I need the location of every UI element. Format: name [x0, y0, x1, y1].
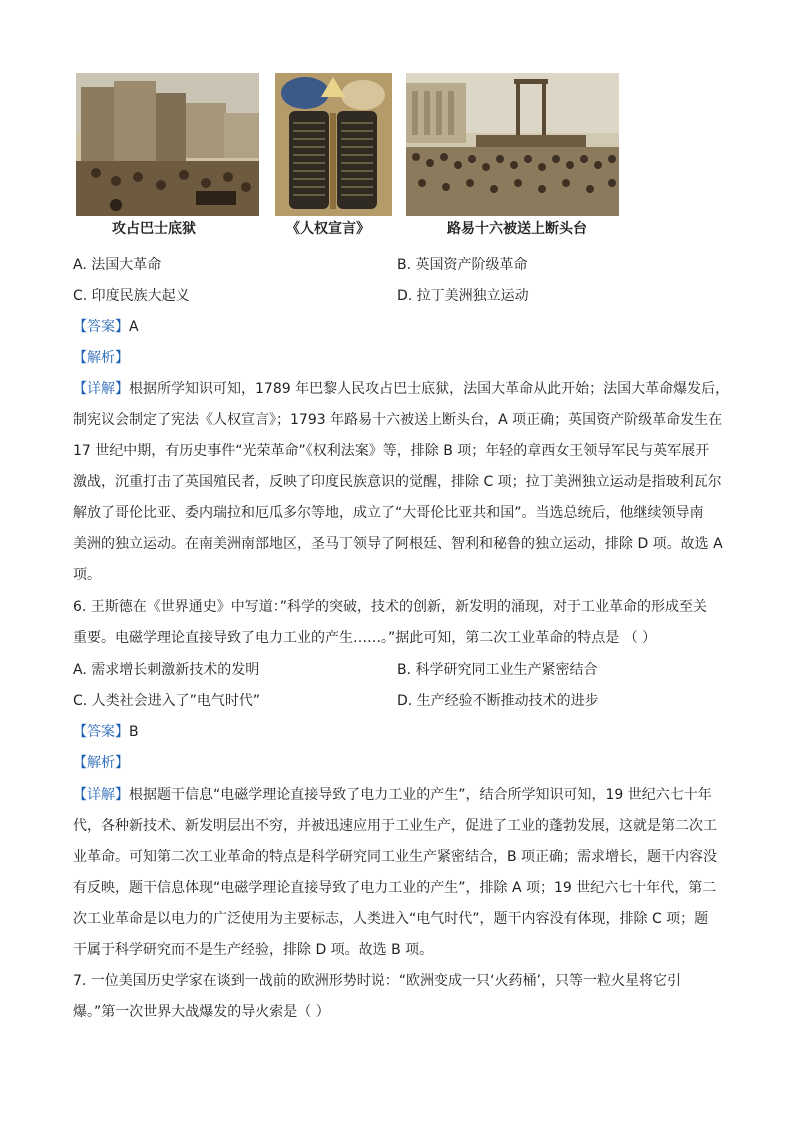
- q6-analysis-tag: 【解析】: [73, 755, 129, 771]
- detail-tag: 【详解】: [73, 381, 129, 397]
- q5-detail-line: 激战，沉重打击了英国殖民者，反映了印度民族意识的觉醒，排除 C 项；拉丁美洲独立运动是指玻利瓦尔: [73, 474, 722, 490]
- q5-option-a: A. 法国大革命: [73, 257, 162, 273]
- q6-stem-line: 重要。电磁学理论直接导致了电力工业的产生……。”据此可知，第二次工业革命的特点是 （ ）: [73, 630, 657, 646]
- image-caption-execution: 路易十六被送上断头台: [447, 221, 587, 237]
- bastille-image: [76, 73, 259, 216]
- declaration-image: [275, 73, 392, 216]
- detail-tag: 【详解】: [73, 787, 129, 803]
- q6-detail-line: 业革命。可知第二次工业革命的特点是科学研究同工业生产紧密结合，B 项正确；需求增长，题干内容没: [73, 849, 718, 865]
- image-caption-declaration: 《人权宣言》: [286, 221, 370, 237]
- q5-detail-line: 17 世纪中期，有历史事件“光荣革命”《权利法案》等，排除 B 项；年轻的章西女王领导军民与英军展开: [73, 443, 710, 459]
- q6-option-d: D. 生产经验不断推动技术的进步: [397, 693, 599, 709]
- q6-answer: [73, 723, 139, 741]
- q6-stem-line: 6. 王斯德在《世界通史》中写道：”科学的突破，技术的创新，新发明的涌现，对于工业革命的形成至关: [73, 599, 708, 615]
- q7-stem-line: 7. 一位美国历史学家在谈到一战前的欧洲形势时说：“欧洲变成一只‘火药桶’，只等一粒火星将它引: [73, 973, 681, 989]
- q5-detail-line: 制宪议会制定了宪法《人权宣言》；1793 年路易十六被送上断头台，A 项正确；英国资产阶级革命发生在: [73, 412, 723, 428]
- q5-option-b: B. 英国资产阶级革命: [397, 257, 528, 273]
- answer-tag: 【答案】: [73, 724, 129, 740]
- q6-option-c: C. 人类社会进入了”电气时代”: [73, 693, 261, 709]
- q6-detail-line: 代，各种新技术、新发明层出不穷，并被迅速应用于工业生产，促进了工业的蓬勃发展，这就是第二次工: [73, 818, 717, 834]
- q6-answer-value: B: [129, 724, 139, 740]
- q5-detail-line: 解放了哥伦比亚、委内瑞拉和厄瓜多尔等地，成立了“大哥伦比亚共和国”。当选总统后，他继续领导南: [73, 505, 704, 521]
- q5-answer-value: A: [129, 319, 139, 335]
- execution-image: [406, 73, 619, 216]
- q5-detail-line: 项。: [73, 567, 101, 583]
- q5-answer: [73, 318, 139, 336]
- q5-detail-line: 美洲的独立运动。在南美洲南部地区，圣马丁领导了阿根廷、智利和秘鲁的独立运动，排除 D 项。故选 A: [73, 536, 723, 552]
- q5-option-d: D. 拉丁美洲独立运动: [397, 288, 529, 304]
- q6-detail-line: 有反映，题干信息体现“电磁学理论直接导致了电力工业的产生”，排除 A 项；19 世纪六七十年代，第二: [73, 880, 717, 896]
- q6-option-b: B. 科学研究同工业生产紧密结合: [397, 662, 598, 678]
- q6-detail-line: 次工业革命是以电力的广泛使用为主要标志，人类进入“电气时代”，题干内容没有体现，排除 C 项；题: [73, 911, 709, 927]
- q5-analysis-tag: 【解析】: [73, 350, 129, 366]
- q5-detail-line: 【详解】根据所学知识可知，1789 年巴黎人民攻占巴士底狱，法国大革命从此开始；法国大革命爆发后，: [73, 381, 730, 397]
- q5-option-c: C. 印度民族大起义: [73, 288, 190, 304]
- q6-detail-line: 【详解】根据题干信息“电磁学理论直接导致了电力工业的产生”，结合所学知识可知，19 世纪六七十年: [73, 787, 712, 803]
- image-caption-bastille: 攻占巴士底狱: [112, 221, 196, 237]
- q6-option-a: A. 需求增长刺激新技术的发明: [73, 662, 260, 678]
- q6-detail-line: 干属于科学研究而不是生产经验，排除 D 项。故选 B 项。: [73, 942, 434, 958]
- q7-stem-line: 爆。”第一次世界大战爆发的导火索是（ ）: [73, 1004, 330, 1020]
- answer-tag: 【答案】: [73, 319, 129, 335]
